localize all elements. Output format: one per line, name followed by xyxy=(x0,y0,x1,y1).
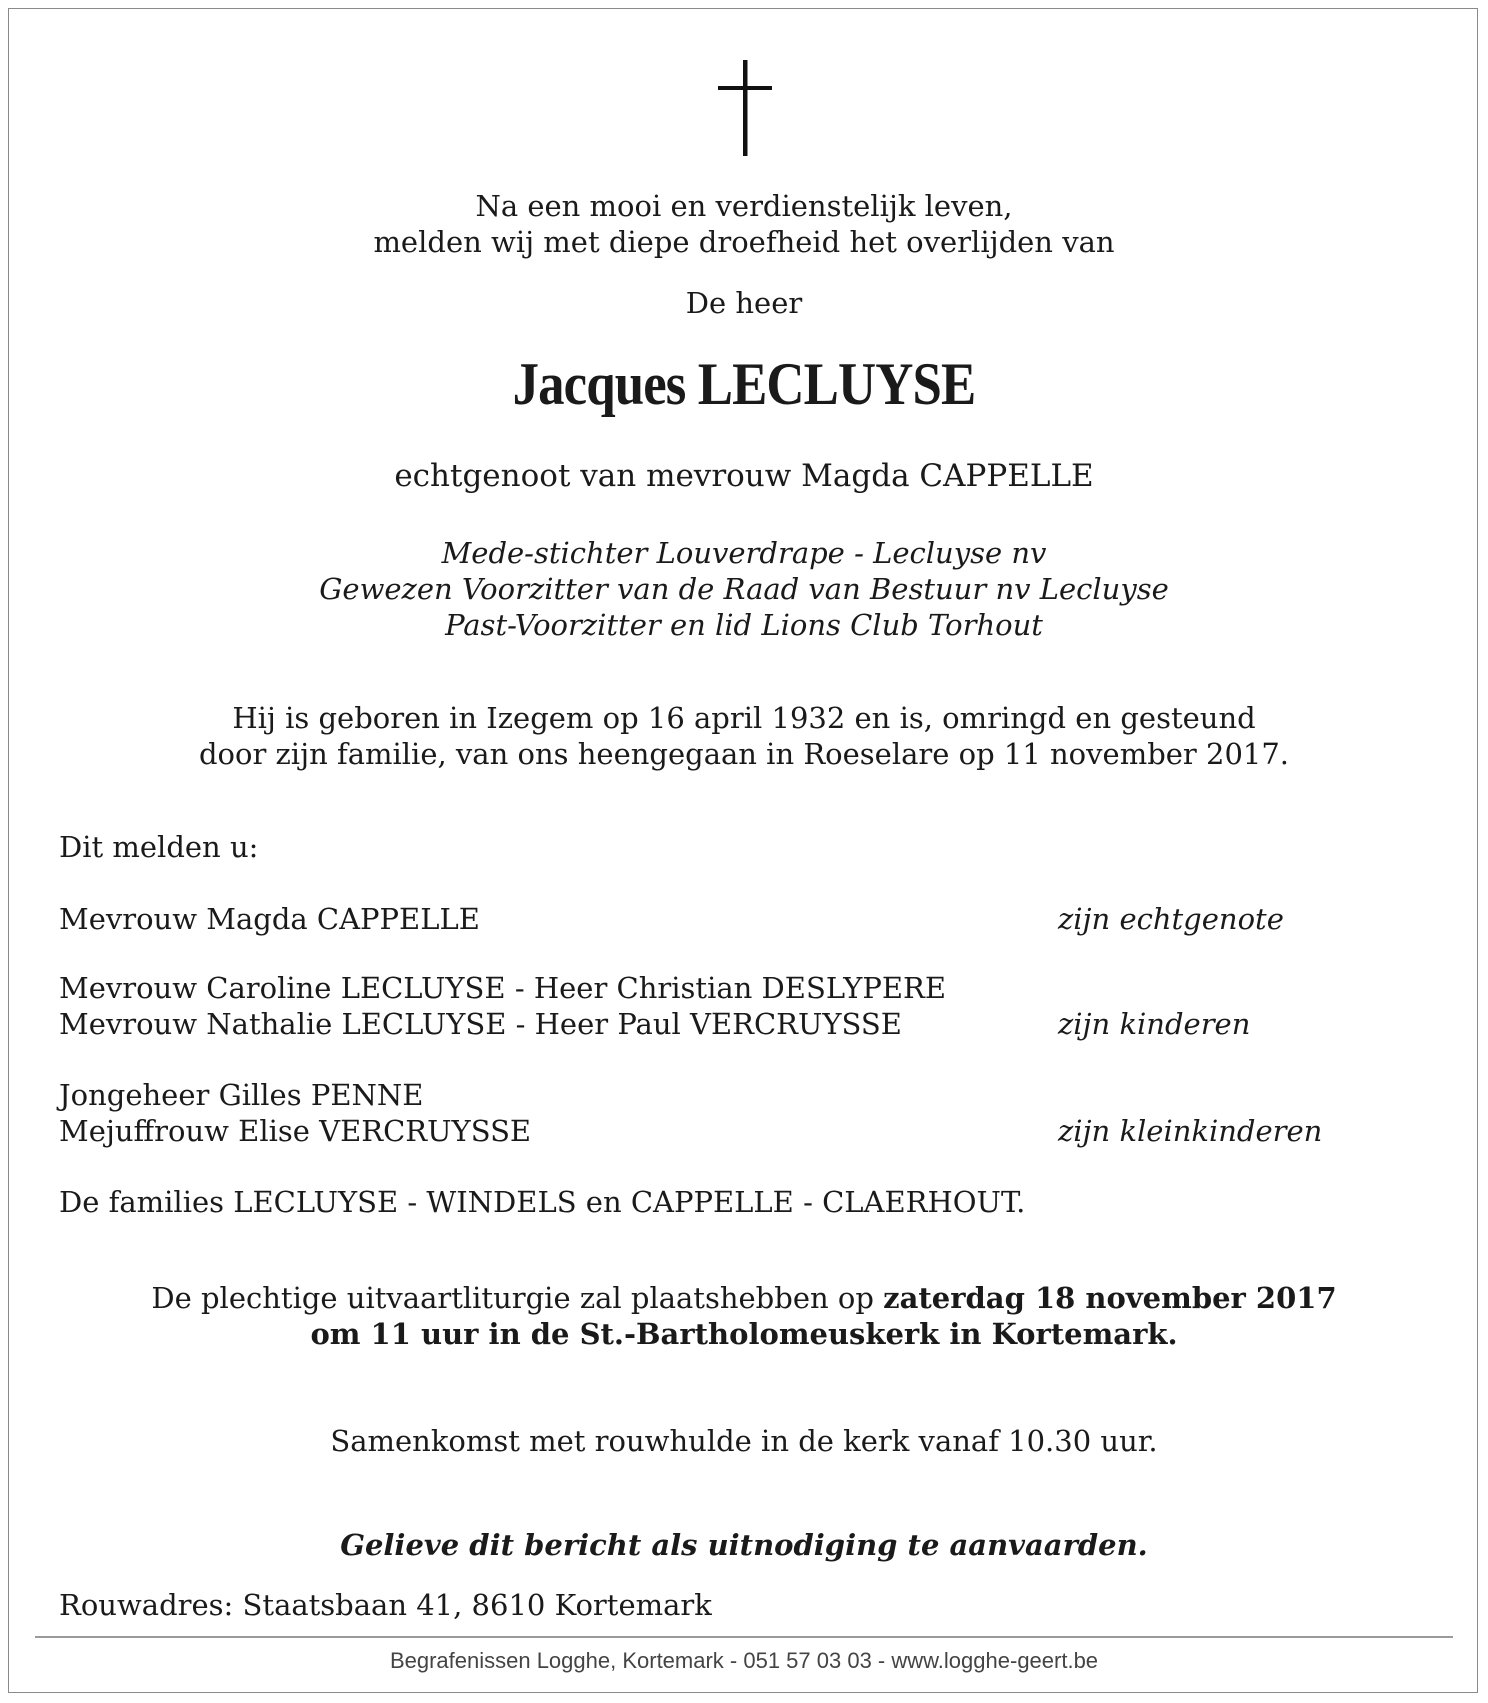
address-line: Rouwadres: Staatsbaan 41, 8610 Kortemark xyxy=(59,1588,712,1622)
spouse-line: echtgenoot van mevrouw Magda CAPPELLE xyxy=(394,458,1094,494)
footer-divider xyxy=(35,1636,1453,1638)
cross-icon xyxy=(716,60,776,160)
families-line: De families LECLUYSE - WINDELS en CAPPELLE - CLAERHOUT. xyxy=(59,1185,1026,1219)
birth-line-1: Hij is geboren in Izegem op 16 april 1932 en is, omringd en gesteund xyxy=(232,701,1256,735)
funeral-line-1 xyxy=(0,1280,1488,1316)
grandchild-1: Jongeheer Gilles PENNE xyxy=(59,1078,424,1112)
child-1: Mevrouw Caroline LECLUYSE - Heer Christian DESLYPERE xyxy=(59,971,947,1005)
grandchildren-role: zijn kleinkinderen xyxy=(1058,1114,1323,1148)
role-2: Gewezen Voorzitter van de Raad van Bestuur nv Lecluyse xyxy=(319,572,1169,606)
funeral-line-2: om 11 uur in de St.-Bartholomeuskerk in Kortemark. xyxy=(310,1317,1178,1351)
intro-line-1: Na een mooi en verdienstelijk leven, xyxy=(475,189,1013,223)
invitation-line: Gelieve dit bericht als uitnodiging te aanvaarden. xyxy=(340,1528,1148,1562)
funeral-text: De plechtige uitvaartliturgie zal plaatshebben op xyxy=(151,1281,884,1315)
wife-role: zijn echtgenote xyxy=(1058,902,1284,936)
gathering-line: Samenkomst met rouwhulde in de kerk vanaf 10.30 uur. xyxy=(330,1424,1158,1458)
funeral-date: zaterdag 18 november 2017 xyxy=(883,1281,1337,1315)
intro-line-2: melden wij met diepe droefheid het overlijden van xyxy=(373,225,1115,259)
children-role: zijn kinderen xyxy=(1058,1007,1251,1041)
title: De heer xyxy=(685,286,803,320)
role-1: Mede-stichter Louverdrape - Lecluyse nv xyxy=(441,536,1047,570)
name-wrap xyxy=(0,350,1488,419)
footer-text: Begrafenissen Logghe, Kortemark - 051 57 03 03 - www.logghe-geert.be xyxy=(389,1648,1099,1673)
grandchild-2: Mejuffrouw Elise VERCRUYSSE xyxy=(59,1114,532,1148)
role-3: Past-Voorzitter en lid Lions Club Torhout xyxy=(445,608,1043,642)
announce-label: Dit melden u: xyxy=(59,830,259,864)
child-2: Mevrouw Nathalie LECLUYSE - Heer Paul VERCRUYSSE xyxy=(59,1007,902,1041)
deceased-name: Jacques LECLUYSE xyxy=(512,351,976,417)
wife-name: Mevrouw Magda CAPPELLE xyxy=(59,902,480,936)
birth-line-2: door zijn familie, van ons heengegaan in Roeselare op 11 november 2017. xyxy=(198,737,1290,771)
